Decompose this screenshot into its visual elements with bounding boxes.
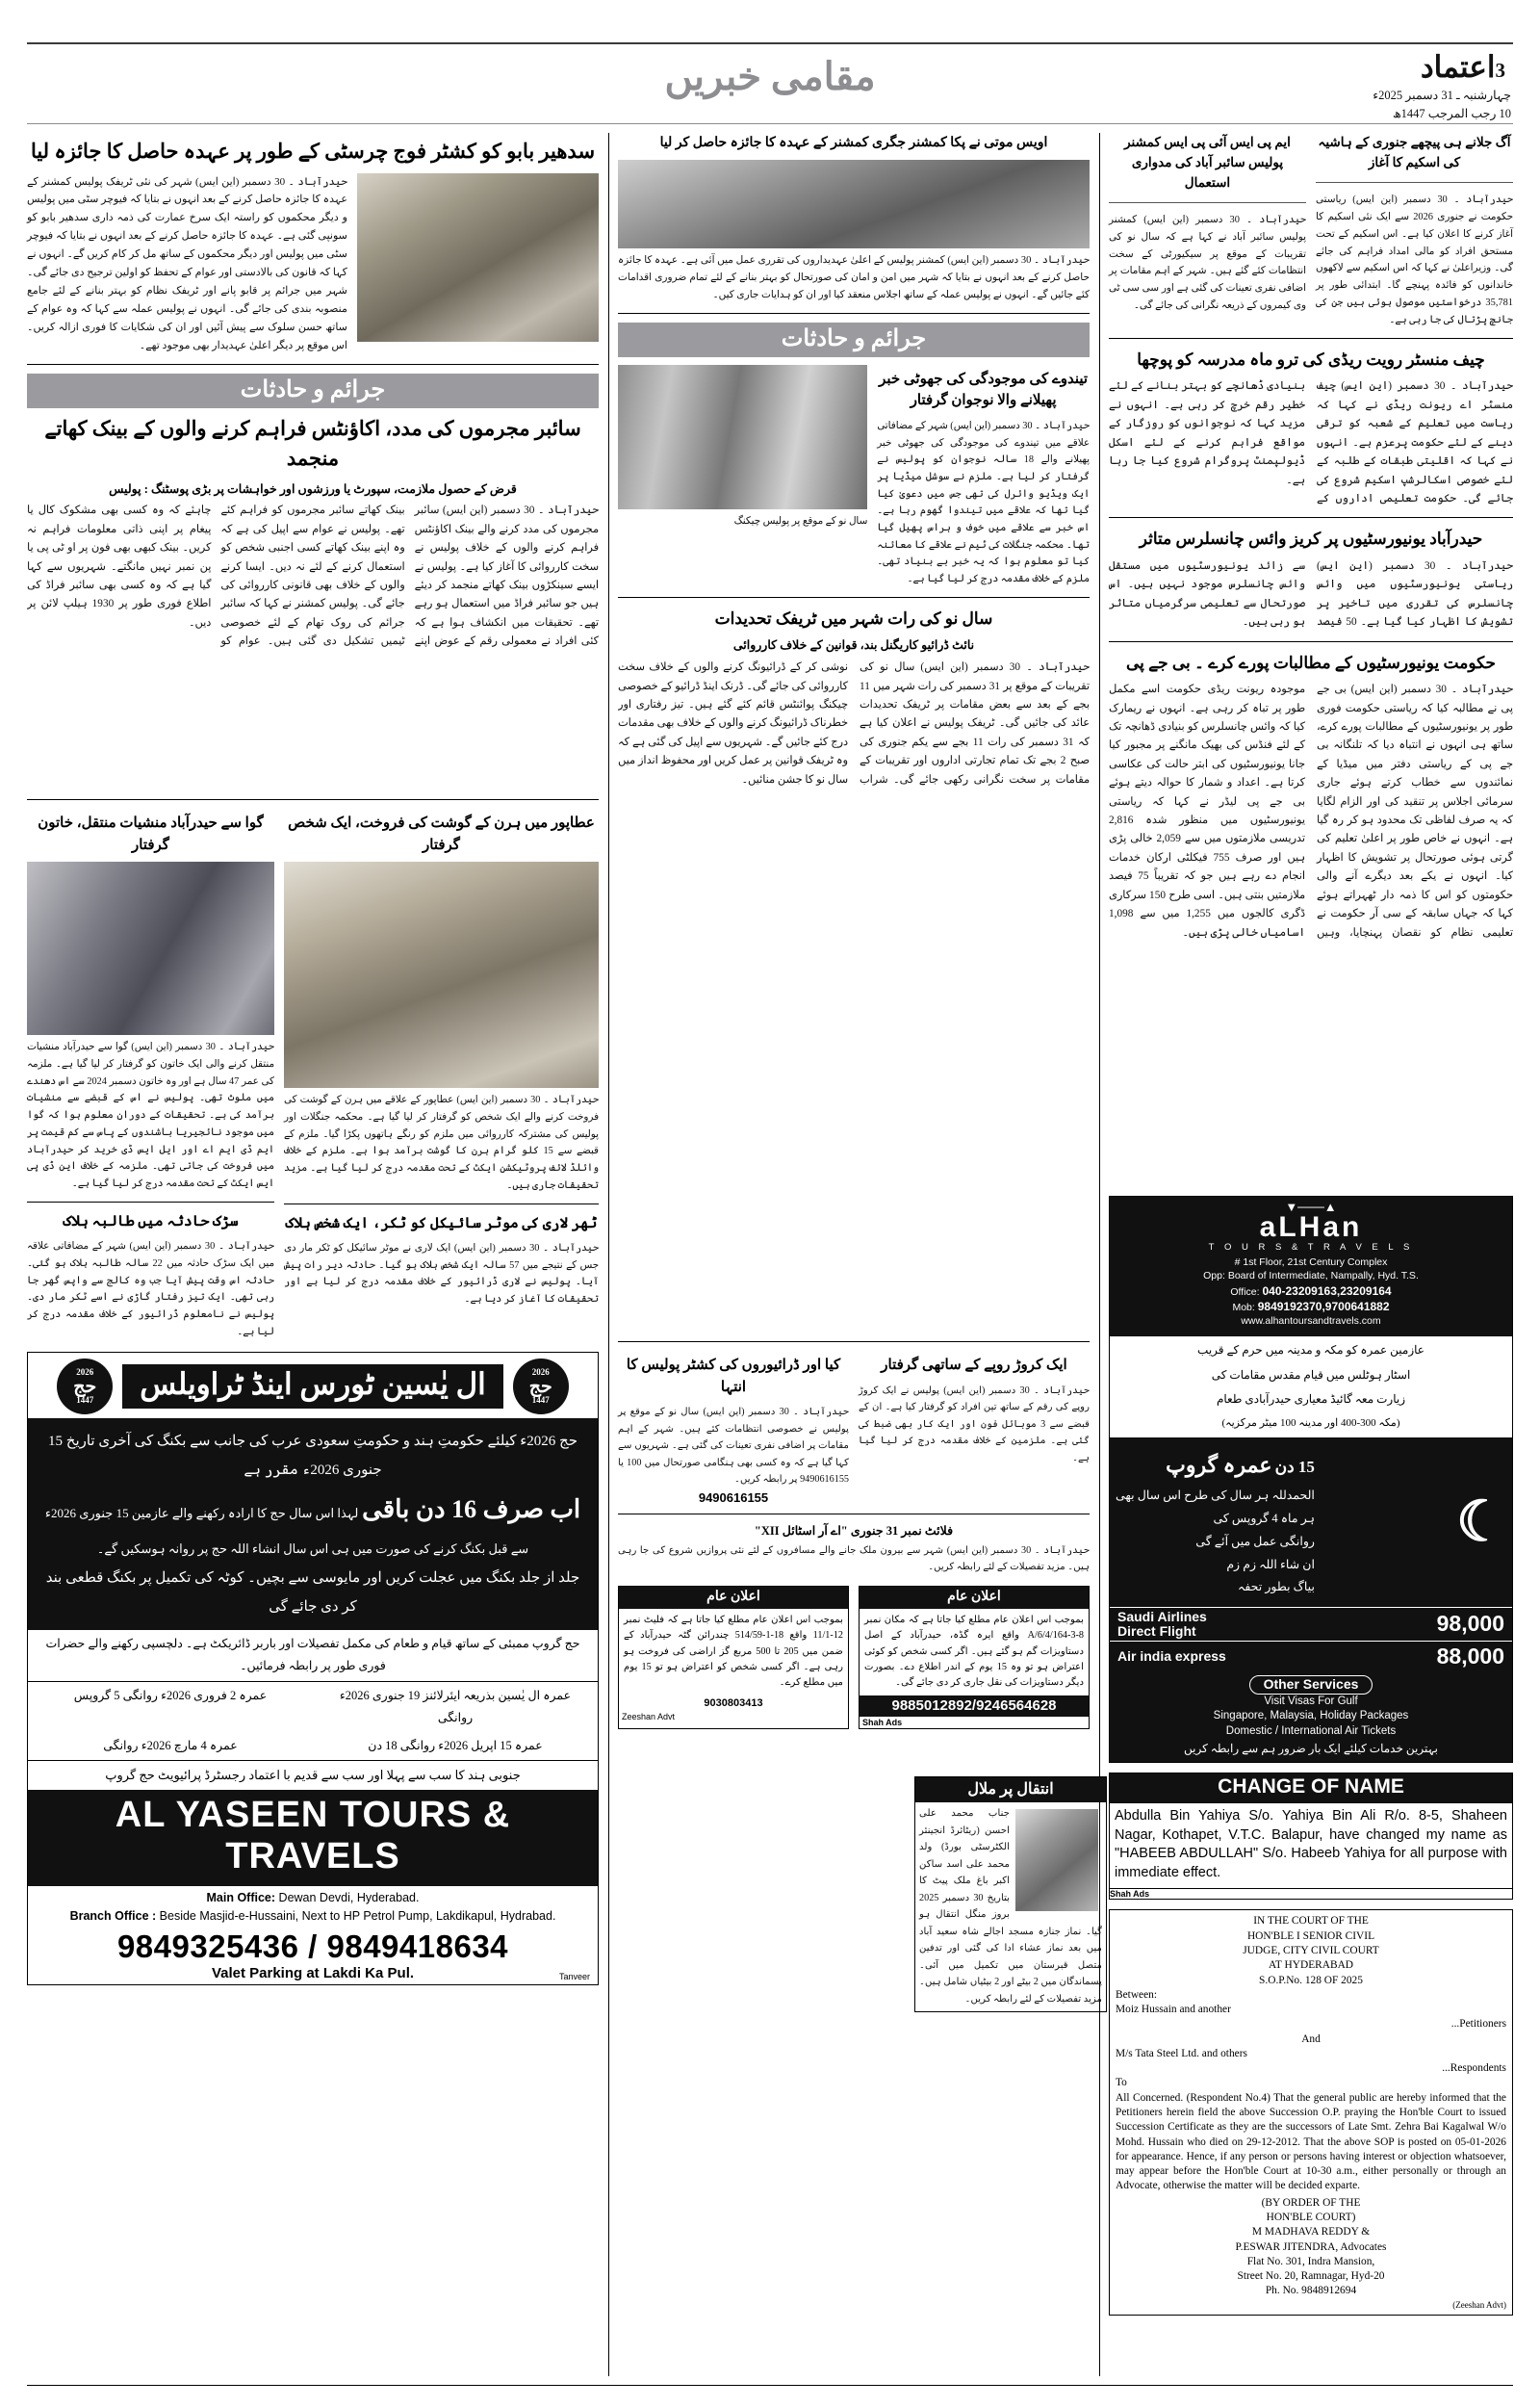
court-advocate-4: Street No. 20, Ramnagar, Hyd-20 — [1237, 2270, 1385, 2283]
al-yaseen-ad[interactable] — [27, 1352, 599, 1984]
al-yaseen-package-4: عمرہ 4 مارچ 2026ء روانگی — [103, 1738, 238, 1752]
umrah-line-1: الحمدللہ ہر سال کی طرح اس سال بھی — [1116, 1488, 1315, 1503]
alhan-umrah-block — [1110, 1437, 1512, 1608]
public-notice-right-title: اعلان عام — [619, 1587, 848, 1609]
meat-story-body: حیدرآباد ۔ 30 دسمبر (این ایس) عطاپور کے علاقے میں ہرن کے گوشت کی فروخت کرنے والے ایک شخص کو گرفتار کر لیا گیا ہے۔ محکمہ جنگلات اور پولیس کی مشترکہ کارروائی میں ملزم کو رنگے ہاتھوں پکڑا گیا۔ ملزم کے قبضے سے 15 کلو گرام ہرن کا گوشت برآمد ہوا ہے۔ ملزم کے خلاف وائلڈ لائف پروٹیکشن ایکٹ کے تحت مقدمہ درج کر لیا گیا ہے۔ مزید تحقیقات جاری ہیں۔ — [283, 1095, 600, 1191]
court-sop-number: S.O.P.No. 128 OF 2025 — [1259, 1974, 1363, 1986]
alhan-mobile-label: Mob: — [1232, 1301, 1255, 1313]
crime-section-banner-left: جرائم و حادثات — [27, 374, 599, 408]
other-services-2: Singapore, Malaysia, Holiday Packages — [1213, 1710, 1409, 1722]
court-credit: (Zeeshan Advt) — [1452, 2299, 1506, 2310]
al-yaseen-main-office-label: Main Office: — [206, 1891, 276, 1905]
column-divider-2 — [608, 133, 609, 2376]
public-notice-right-body: بموجب اس اعلان عام مطلع کیا جاتا ہے کہ فلیٹ نمبر 12-11/1 واقع 18-1-514/59 چندرائن گٹہ حیدرآباد کے ضمن میں 205 تا 500 مربع گز اراضی کی فروخت ہو رہی ہے۔ اگر کسی شخص کو اعتراض ہو تو 15 یوم میں مطلع کرے۔ — [624, 1614, 843, 1689]
al-yaseen-tagline-urdu: جنوبی ہند کا سب سے پہلا اور سب سے قدیم با اعتماد رجسٹرڈ پرائیویٹ حج گروپ — [28, 1760, 598, 1790]
cm-story-body: حیدرآباد ۔ 30 دسمبر (این ایس) چیف منسٹر اے ریونت ریڈی نے کہا کہ ریاست میں تعلیم کے شعبہ کو ترقی دینے کے لئے حکومت پرعزم ہے۔ انہوں نے کہا کہ اقلیتی طبقات کے طلبہ کے لئے خصوصی اسکالرشپ اسکیم شروع کی جائے گی۔ حکومت تعلیمی اداروں کے بنیادی ڈھانچے کو بہتر بنانے کے لئے خطیر رقم خرچ کر رہی ہے۔ انہوں نے مزید کہا کہ نوجوانوں کو روزگار کے مواقع فراہم کرنے کے لئے اسکل ڈیولپمنٹ پروگرام شروع کیا جا رہا ہے۔ — [1109, 380, 1513, 505]
other-services-title: Other Services — [1249, 1675, 1373, 1695]
al-yaseen-branch-office: Beside Masjid-e-Hussaini, Next to HP Petrol Pump, Lakdikapul, Hydrabad. — [159, 1908, 556, 1923]
flight-notice-body: حیدرآباد ۔ 30 دسمبر (این ایس) شہر سے بیرون ملک جانے والے مسافروں کے لئے نئی پروازیں شروع کی جا رہی ہیں۔ مزید تفصیلات کے لئے رابطہ کریں۔ — [618, 1544, 1090, 1573]
al-yaseen-main-office: Dewan Devdi, Hyderabad. — [278, 1891, 420, 1905]
court-advocate-phone: Ph. No. 9848912694 — [1265, 2285, 1357, 2297]
right-top1-body: حیدرآباد ۔ 30 دسمبر (این ایس) کمشنر پولیس سائبر آباد نے کہا ہے کہ سال نو کی تقریبات کے موقع پر سیکیورٹی کے سخت انتظامات کئے گئے ہیں۔ شہر کے اہم مقامات پر اضافی نفری تعینات کی گئی ہے اور سی سی ٹی وی کیمروں کے ذریعہ نگرانی کی جائے گی۔ — [1109, 214, 1306, 312]
price-row-saudi — [1110, 1607, 1512, 1640]
drugs-woman-body: حیدرآباد ۔ 30 دسمبر (این ایس) گوا سے حیدرآباد منشیات منتقل کرنے والی ایک خاتون کو گرفتار کر لیا گیا ہے۔ ملزمہ کی عمر 47 سال ہے اور وہ خاتون دسمبر 2024 سے اس دھندے میں ملوث تھی۔ پولیس نے اس کے قبضے سے منشیات برآمد کی ہے۔ تحقیقات کے دوران معلوم ہوا کہ گوا میں موجود نائجیریا باشندوں کے پاس سے کم قیمت پر ایم ڈی ایم اے اور ایل ایس ڈی خرید کر حیدرآباد میں فروخت کی جاتی تھی۔ ملزمہ کے خلاف این ڈی پی ایس ایکٹ کے تحت مقدمہ درج کر لیا گیا ہے۔ — [27, 1042, 274, 1189]
cyber-crime-headline: سائبر مجرموں کی مدد، اکاؤنٹس فراہم کرنے والوں کے بینک کھاتے منجمد — [44, 416, 581, 471]
hajj-seal-year-right: 2026 — [531, 1367, 550, 1378]
obituary-body: جناب محمد علی احسن (ریٹائرڈ انجینئر الکٹرسٹی بورڈ) ولد محمد علی اسد ساکن اکبر باغ ملک پیٹ کا بتاریخ 30 دسمبر 2025 بروز منگل انتقال ہو گیا۔ نماز جنازہ مسجد اجالے شاہ سعید آباد میں بعد نماز عشاء ادا کی گئی اور تدفین متصل قبرستان میں تکمیل میں آئی۔ پسماندگان میں 2 بیٹے اور 2 بیٹیاں شامل ہیں۔ مزید تفصیلات کے لئے رابطہ کریں۔ — [919, 1808, 1102, 2006]
newyear-traffic-subhead: نائٹ ڈرائیو کاریگنل بند، قوانین کے خلاف کارروائی — [732, 638, 975, 653]
price-label-saudi-1: Saudi Airlines — [1117, 1609, 1207, 1625]
al-yaseen-days-left: اب صرف 16 دن باقی — [362, 1495, 581, 1524]
alhan-mobile-phone: 9849192370,9700641882 — [1257, 1299, 1390, 1313]
court-line-4: AT HYDERABAD — [1268, 1959, 1354, 1972]
court-petitioner-name: Moiz Hussain and another — [1116, 2004, 1231, 2016]
drugs-woman-headline: گوا سے حیدرآباد منشیات منتقل، خاتون گرفتار — [38, 815, 264, 853]
small-ad1-body: حیدرآباد ۔ 30 دسمبر (این ایس) سال نو کے موقع پر پولیس نے خصوصی انتظامات کئے ہیں۔ شہر کے اہم مقامات پر اضافی نفری تعینات کی گئی ہے۔ شہریوں سے کہا گیا ہے کہ وہ کسی بھی ہنگامی صورتحال میں 100 یا 9490616155 پر رابطہ کریں۔ — [618, 1407, 849, 1486]
hajj-seal-left — [57, 1359, 113, 1414]
page-bottom-rule — [27, 2385, 1513, 2386]
column-divider-1 — [1099, 133, 1100, 2376]
alhan-urdu-4: (مکہ 300-400 اور مدینہ 100 میٹر مرکزیہ) — [1221, 1416, 1400, 1429]
court-petitioner-label: ...Petitioners — [1450, 2018, 1506, 2031]
al-yaseen-deadline-note: لہذا اس سال حج کا ارادہ رکھنے والے عازمین 15 جنوری 2026ء سے قبل بکنگ کرنے کی صورت میں ہی اس سال انشاء اللہ حج پر روانہ ہوسکیں گے۔ — [44, 1506, 529, 1557]
right-column — [1109, 133, 1513, 2316]
page-number: 3 — [1495, 59, 1505, 82]
public-notice-left-body: بموجب اس اعلان عام مطلع کیا جاتا ہے کہ مکان نمبر 8-3-164/A/6/4 واقع ایرہ گڈہ، حیدرآباد کے اصل دستاویزات گم ہو گئے ہیں۔ اگر کسی شخص کو کوئی اعتراض ہو تو وہ 15 یوم کے اندر اطلاع دے۔ بصورت دیگر دستاویزات کی نقل جاری کر دی جائے گی۔ — [864, 1614, 1084, 1689]
al-yaseen-package-1: عمرہ ال یٰسین بذریعہ ایئرلائنز 19 جنوری 2026ء روانگی — [339, 1688, 572, 1724]
court-notice-ad[interactable] — [1109, 1909, 1513, 2315]
change-of-name-ad[interactable] — [1109, 1773, 1513, 1900]
public-notice-left-phone[interactable]: 9885012892/9246564628 — [860, 1695, 1089, 1717]
right-top1-headline: ایم پی ایس آئی پی ایس کمشنر پولیس سائبر آباد کی مدواری استعمال — [1124, 135, 1291, 190]
brand-name: اعتماد — [1420, 50, 1496, 84]
alhan-address-1: # 1st Floor, 21st Century Complex — [1234, 1256, 1388, 1269]
court-advocate-3: Flat No. 301, Indra Mansion, — [1246, 2255, 1375, 2267]
court-order-2: HON'BLE COURT) — [1266, 2212, 1356, 2224]
price-value-saudi: 98,000 — [1436, 1611, 1504, 1637]
court-respondent-label: ...Respondents — [1442, 2062, 1506, 2075]
umrah-line-3: روانگی عمل میں آئے گی — [1195, 1534, 1315, 1548]
photo-street-check-note: سال نو کے موقع پر پولیس چیکنگ — [733, 515, 868, 527]
bike-story-headline: ٹھر لاری کی موٹر سائیکل کو ٹکر، ایک شخص ہلاک — [285, 1215, 598, 1231]
other-services-1: Visit Visas For Gulf — [1264, 1695, 1358, 1707]
crime-section-banner: جرائم و حادثات — [618, 323, 1090, 357]
left-column — [27, 133, 599, 1985]
umrah-line-2: ہر ماہ 4 گروپس کی — [1213, 1512, 1315, 1526]
photo-arrested-woman — [27, 862, 274, 1035]
masthead — [27, 42, 1513, 125]
other-services-block — [1110, 1671, 1512, 1763]
court-advocate-1: M MADHAVA REDDY & — [1251, 2226, 1371, 2239]
change-of-name-title: CHANGE OF NAME — [1110, 1773, 1512, 1803]
hajj-seal-hijri-right: 1447 — [531, 1394, 550, 1405]
al-yaseen-header — [28, 1353, 598, 1418]
court-and: And — [1301, 2032, 1321, 2045]
public-notice-right-credit: Zeeshan Advt — [622, 1711, 676, 1721]
obituary-photo — [1015, 1809, 1098, 1911]
photo-street-check — [618, 365, 867, 509]
al-yaseen-package-3: عمرہ 15 اپریل 2026ء روانگی 18 دن — [368, 1738, 543, 1752]
public-notice-left-credit: Shah Ads — [862, 1717, 903, 1727]
flight-notice-headline: فلائٹ نمبر 31 جنوری "اے آر اسٹائل XII" — [754, 1523, 954, 1538]
public-notice-left[interactable] — [859, 1586, 1090, 1729]
middle-top-body: حیدرآباد ۔ 30 دسمبر (این ایس) کمشنر پولیس کے اعلیٰ عہدیداروں کی تقرری عمل میں آئی ہے۔ عہدہ کا جائزہ حاصل کرنے کے بعد انہوں نے بتایا کہ شہر میں امن و امان کی صورتحال کو بہتر بنانے کے لئے تمام ضروری اقدامات کئے جائیں گے۔ انہوں نے پولیس عملہ کے ساتھ اجلاس منعقد کیا اور ان کو ہدایات جاری کیں۔ — [618, 254, 1090, 300]
small-ad2-body: حیدرآباد ۔ 30 دسمبر (این ایس) پولیس نے ایک کروڑ روپے کی رقم کے ساتھ تین افراد کو گرفتار کیا ہے۔ ان کے قبضے سے 3 موبائل فون اور ایک کار بھی ضبط کی گئی ہے۔ ملزمین کے خلاف مقدمہ درج کر لیا گیا ہے۔ — [859, 1385, 1090, 1463]
obituary-title: انتقال پر ملال — [915, 1777, 1106, 1802]
price-row-airindia — [1110, 1641, 1512, 1671]
public-notice-right[interactable] — [618, 1586, 849, 1729]
hajj-seal-label-right: حج — [528, 1376, 552, 1397]
al-yaseen-brand-english: AL YASEEN TOURS & TRAVELS — [28, 1790, 598, 1886]
alhan-logo: aLHan — [1259, 1211, 1363, 1244]
hajj-seal-right — [513, 1359, 569, 1414]
price-label-airindia: Air india express — [1117, 1647, 1226, 1664]
price-label-saudi-2: Direct Flight — [1117, 1622, 1196, 1639]
price-value-airindia: 88,000 — [1436, 1643, 1504, 1669]
al-yaseen-main-office-row — [28, 1886, 598, 1907]
leopard-body: حیدرآباد ۔ 30 دسمبر (این ایس) شہر کے مضافاتی علاقے میں تیندوے کی موجودگی کی جھوٹی خبر پھیلانے والے 18 سالہ نوجوان کو پولیس نے گرفتار کر لیا ہے۔ ملزم نے سوشل میڈیا پر ایک ویڈیو وائرل کی تھی جس میں دعویٰ کیا گیا تھا کہ علاقے میں تیندوا گھوم رہا ہے۔ اس خبر سے علاقے میں خوف و ہراس پھیل گیا تھا۔ محکمہ جنگلات کی ٹیم نے علاقے کا معائنہ کیا تو معلوم ہوا کہ یہ خبر بے بنیاد تھی۔ ملزم کے خلاف مقدمہ درج کر لیا گیا ہے۔ — [877, 420, 1090, 585]
university-story-headline: حیدرآباد یونیورسٹیوں پر کریز وائس چانسلرس متاثر — [1139, 530, 1483, 549]
umrah-line-5: بیاگ بطور تحفہ — [1238, 1580, 1315, 1594]
photo-seized-meat — [284, 862, 599, 1088]
alhan-website[interactable]: www.alhantoursandtravels.com — [1241, 1314, 1381, 1327]
right-top2-body: حیدرآباد ۔ 30 دسمبر (این ایس) ریاستی حکومت نے جنوری 2026 سے ایک نئی اسکیم کا آغاز کرنے کا اعلان کیا ہے۔ اس اسکیم کے تحت مستحق افراد کو مالی امداد فراہم کی جائے گی۔ وزیراعلیٰ نے کہا کہ اس اسکیم سے لاکھوں خاندانوں کو فائدہ پہنچے گا۔ ابتدائی طور پر 35,781 درخواستیں موصول ہوئی ہیں جن کی جانچ پڑتال کی جا رہی ہے۔ — [1316, 194, 1513, 326]
alhan-urdu-2: اسٹار ہوٹلس میں قیام مقدس مقامات کی — [1211, 1367, 1411, 1382]
umrah-line-4: ان شاء اللہ زم زم — [1226, 1557, 1315, 1571]
alhan-ad-header: ▲───▼ aLHan T O U R S & T R A V E L S # 1st Floor, 21st Century Complex Opp: Board of Intermediate, Nampally, Hyd. T.S. Office: 040-23209163,23209164 Mob: 9849192370,9700641882 www.alhantoursandtravels.com — [1110, 1197, 1512, 1335]
small-ad1-phone[interactable]: 9490616155 — [698, 1489, 769, 1505]
change-of-name-credit: Shah Ads — [1110, 1888, 1512, 1899]
al-yaseen-urgency-line: جلد از جلد بکنگ میں عجلت کریں اور مایوسی سے بچیں۔ کوٹہ کی تکمیل پر بکنگ قطعی بند کر دی جائے گی — [45, 1570, 580, 1616]
alhan-office-label: Office: — [1230, 1285, 1260, 1298]
photo-traffic-commissioner — [357, 173, 599, 342]
court-to-label: To — [1116, 2077, 1127, 2089]
small-ad1-headline: کیا اور ڈرائیوروں کی کشٹر پولیس کا انتہا — [626, 1358, 841, 1395]
photo-commissioner-office — [618, 160, 1090, 248]
lead-body: حیدرآباد ۔ 30 دسمبر (این ایس) شہر کی نئی ٹریفک پولیس کمشنر کے عہدہ کا جائزہ حاصل کرنے کے بعد انہوں نے بتایا کہ فیوچر سٹی میں پولیس و دیگر محکموں کو راستہ ایک سرخ عمارت کی ذمہ داری سدھیر بابو کو سونپی گئی ہے۔ عہدہ کا جائزہ حاصل کرنے کے بعد انہوں نے بتایا کہ فیوچر سٹی میں پولیس اور دیگر محکموں کے ساتھ مل کر کام کریں گے۔ انہوں نے کہا کہ قانون کی بالادستی اور عوام کے تحفظ کو اولین ترجیح دی جائے گی۔ شہر میں جرائم پر قابو پانے اور ٹریفک نظام کو بہتر بنانے کے لئے جامع منصوبہ بندی کی جائے گی۔ انہوں نے پولیس عملہ سے کہا کہ وہ عوام کے ساتھ حسن سلوک سے پیش آئیں اور ان کی شکایات کا فوری ازالہ کریں۔ اس موقع پر دیگر اعلیٰ عہدیدار بھی موجود تھے۔ — [27, 175, 347, 351]
al-yaseen-package-2: عمرہ 2 فروری 2026ء روانگی 5 گروپس — [73, 1688, 268, 1702]
court-respondent-name: M/s Tata Steel Ltd. and others — [1116, 2047, 1247, 2059]
al-yaseen-phones[interactable]: 9849325436 / 9849418634 — [116, 1928, 509, 1964]
small-ad2-headline: ایک کروڑ روپے کے ساتھی گرفتار — [881, 1358, 1067, 1374]
al-yaseen-valet-line: Valet Parking at Lakdi Ka Pul. Tanveer — [211, 1964, 590, 1981]
court-notice-body — [1110, 1910, 1512, 2314]
other-services-3: Domestic / International Air Tickets — [1225, 1724, 1397, 1737]
umrah-title: عمرہ گروپ — [1166, 1452, 1272, 1477]
change-of-name-body: Abdulla Bin Yahiya S/o. Yahiya Bin Ali R/o. 8-5, Shaheen Nagar, Kothapet, V.T.C. Balapur, have changed my name as "HABEEB ABDULLAH" S/o. Habeeb Yahiya for all purpose with immediate effect. — [1115, 1808, 1507, 1880]
alhan-tagline: T O U R S & T R A V E L S — [1208, 1242, 1414, 1254]
alhan-urdu-3: زیارت معہ گائیڈ معیاری حیدرآبادی طعام — [1216, 1392, 1406, 1407]
right-top2-headline: آگ جلانے ہی پیچھے جنوری کے ہاشیہ کی اسکیم کا آغاز — [1318, 135, 1511, 169]
court-notice-text: All Concerned. (Respondent No.4) That the general public are hereby informed that the Petitioners herein field the above Succession O.P. praying the Hon'ble Court to issued Succession Certificate as they are the successors of Late Smt. Zehra Bai Kagalwal W/o Mohd. Hussain who died on 29-12-2012. That the above SOP is posted on 05-01-2026 for appearance. Hence, if any person or persons having interest or objection whatsoever, may appear before the Hon'ble Court at 10-30 a.m., either personally or through an Advocate, otherwise the matter will be decided exparte. — [1116, 2091, 1506, 2192]
alhan-address-2: Opp: Board of Intermediate, Nampally, Hyd. T.S. — [1203, 1270, 1419, 1282]
section-title: مقامی خبریں — [664, 55, 876, 98]
al-yaseen-credit: Tanveer — [558, 1971, 590, 1981]
meat-story-headline: عطاپور میں ہرن کے گوشت کی فروخت، ایک شخص گرفتار — [288, 815, 595, 853]
bjp-story-body: حیدرآباد ۔ 30 دسمبر (این ایس) بی جے پی نے مطالبہ کیا کہ ریاستی حکومت فوری طور پر یونیورسٹیوں کے مطالبات پورے کرے، ساتھ ہی انہوں نے انتباہ دیا کہ تلنگانہ بی جے پی کے ریاستی دفتر میں میڈیا کے نمائندوں سے خطاب کرتے ہوئے جاری سرمائی اجلاس پر تنقید کی اور الزام لگایا کہ یہ صرف لفاظی تک محدود ہو کر رہ گیا ہے۔ انہوں نے خاص طور پر اعلیٰ تعلیم کی گرتی ہوئی صورتحال پر تشویش کا اظہار کیا۔ انہوں نے یکے بعد دیگرے آنے والی حکومتوں کو اس کا ذمہ دار ٹھہراتے ہوئے کہا کہ جہاں سابقہ کے سی آر حکومت نے تعلیمی نظام کو نقصان پہنچایا، وہیں موجودہ ریونت ریڈی حکومت اسے مکمل طور پر تباہ کر رہی ہے۔ انہوں نے ریمارک کیا کہ وائس چانسلرس کو بنیادی ڈھانچہ تک کے لئے فنڈس کی بھیک مانگنے پر مجبور کیا جانا یونیورسٹیوں کی ابتر حالت کی عکاسی کرتا ہے۔ اعداد و شمار کا حوالہ دیتے ہوئے بی جے پی لیڈر نے کہا کہ ریاستی یونیورسٹیوں میں منظور شدہ 2,816 تدریسی ملازمتوں میں سے 2,059 خالی پڑی ہیں اور صرف 755 فیکلٹی ارکان خدمات انجام دے رہے ہیں جو کہ تقریباً 75 فیصد ملازمتیں بنتی ہیں۔ اسی طرح 150 سرکاری ڈگری کالجوں میں 1,255 میں سے 1,098 اسامیاں خالی پڑی ہیں۔ — [1109, 684, 1513, 939]
public-notice-left-title: اعلان عام — [860, 1587, 1089, 1609]
cm-story-headline: چیف منسٹر رویت ریڈی کی ترو ماہ مدرسہ کو پوچھا — [1137, 349, 1485, 369]
column-grid — [27, 133, 1513, 2376]
court-order-1: (BY ORDER OF THE — [1261, 2196, 1361, 2209]
al-yaseen-branch-office-row — [28, 1907, 598, 1928]
court-line-3: JUDGE, CITY CIVIL COURT — [1243, 1944, 1379, 1956]
cyber-crime-subhead: قرض کے حصول ملازمت، سپورٹ یا ورزشوں اور خواہشات پر بڑی پوسٹنگ : پولیس — [109, 481, 517, 496]
masthead-rule-bottom — [27, 123, 1513, 124]
umrah-badge: 15 دن — [1274, 1457, 1315, 1476]
middle-column — [618, 133, 1090, 1729]
bike-story-body: حیدرآباد ۔ 30 دسمبر (این ایس) ایک لاری نے موٹر سائیکل کو ٹکر مار دی جس کے نتیجے میں 57 سالہ ایک شخص ہلاک ہو گیا۔ حادثہ دیر رات پیش آیا۔ پولیس نے لاری ڈرائیور کے خلاف مقدمہ درج کر لیا ہے اور تحقیقات کا آغاز کر دیا ہے۔ — [283, 1243, 600, 1306]
middle-top-headline: اویس موتی نے پکا کمشنر جگری کمشنر کے عہدہ کا جائزہ حاصل کر لیا — [659, 136, 1048, 150]
al-yaseen-brand-urdu: ال یٰسین ٹورس اینڈ ٹراویلس — [122, 1364, 502, 1409]
newyear-traffic-body: حیدرآباد ۔ 30 دسمبر (این ایس) سال نو کی تقریبات کے موقع پر 31 دسمبر کی رات شہر میں 11 بجے کے بعد سے بعض مقامات پر ٹریفک تحدیدات عائد کی جائیں گی۔ ٹریفک پولیس نے اعلان کیا ہے کہ 31 دسمبر کی رات 11 بجے سے یکم جنوری کی صبح 2 بجے تک تمام تجارتی اداروں اور تقریبات کے مقامات پر سخت نگرانی رکھی جائے گی۔ شراب نوشی کر کے ڈرائیونگ کرنے والوں کے خلاف سخت کارروائی کی جائے گی۔ ڈرنک اینڈ ڈرائیو کے خصوصی چیکنگ پوائنٹس قائم کئے گئے ہیں۔ تیز رفتاری اور خطرناک ڈرائیونگ کرنے والوں کے خلاف بھی مقدمات درج کئے جائیں گے۔ شہریوں سے اپیل کی گئی ہے کہ وہ ٹریفک قوانین پر عمل کریں اور محفوظ انداز میں سال نو کا جشن منائیں۔ — [618, 661, 1090, 786]
cyber-crime-body: حیدرآباد ۔ 30 دسمبر (این ایس) سائبر مجرموں کی مدد کرنے والے بینک اکاؤنٹس فراہم کرنے والوں کے خلاف پولیس نے سخت کارروائی کا آغاز کیا ہے۔ پولیس نے ایسے سینکڑوں بینک کھاتے منجمد کر دیئے ہیں جو سائبر فراڈ میں استعمال ہو رہے تھے۔ تحقیقات میں انکشاف ہوا ہے کہ کئی افراد نے معمولی رقم کے عوض اپنے بینک کھاتے سائبر مجرموں کو فراہم کئے تھے۔ پولیس نے عوام سے اپیل کی ہے کہ وہ اپنے بینک کھاتے کسی اجنبی شخص کو استعمال کرنے کے لئے نہ دیں۔ ایسا کرنے والوں کے خلاف بھی قانونی کارروائی کی جائے گی۔ پولیس کمشنر نے کہا کہ سائبر جرائم کی روک تھام کے لئے خصوصی ٹیمیں تشکیل دی گئی ہیں۔ عوام کو چاہئے کہ وہ کسی بھی مشکوک کال یا پیغام پر اپنی ذاتی معلومات فراہم نہ کریں۔ بینک کبھی بھی فون پر او ٹی پی یا پن نمبر نہیں مانگتے۔ شہریوں سے کہا گیا ہے کہ وہ کسی بھی سائبر فراڈ کی اطلاع فوری طور پر 1930 ہیلپ لائن پر دیں۔ — [27, 505, 599, 648]
crescent-icon: ☾ — [1456, 1489, 1506, 1553]
alhan-ad[interactable] — [1109, 1196, 1513, 1763]
court-advocate-2: P.ESWAR JITENDRA, Advocates — [1235, 2240, 1387, 2253]
hajj-seal-label-left: حج — [73, 1376, 97, 1397]
court-between-label: Between: — [1116, 1988, 1158, 2001]
lead-headline: سدھیر بابو کو کشٹر فوج چرسٹی کے طور پر عہدہ حاصل کا جائزہ لیا — [30, 140, 596, 163]
road-accident-body: حیدرآباد ۔ 30 دسمبر (این ایس) شہر کے مضافاتی علاقہ میں ایک سڑک حادثہ میں 22 سالہ طالبہ ہلاک ہو گئی۔ حادثہ اس وقت پیش آیا جب وہ کالج سے واپس گھر جا رہی تھی۔ ایک تیز رفتار گاڑی نے اسے ٹکر مار دی۔ پولیس نے نامعلوم ڈرائیور کے خلاف مقدمہ درج کر لیا ہے۔ — [27, 1241, 274, 1337]
leopard-headline: تیندوے کی موجودگی کی جھوٹی خبر پھیلانے والا نوجوان گرفتار — [879, 371, 1089, 409]
al-yaseen-info-line: حج گروپ ممبئی کے ساتھ قیام و طعام کی مکمل تفصیلات اور باربر ڈائریکٹ ہے۔ دلچسپی رکھنے والے حضرات فوری طور پر رابطہ فرمائیں۔ — [45, 1637, 580, 1673]
public-notice-right-phone[interactable]: 9030803413 — [704, 1696, 763, 1709]
al-yaseen-black-block — [28, 1418, 598, 1630]
masthead-rule-top — [27, 42, 1513, 44]
university-story-body: حیدرآباد ۔ 30 دسمبر (این ایس) ریاستی یونیورسٹیوں میں وائس چانسلرس کی تقرری میں تاخیر پر تشویش کا اظہار کیا گیا ہے۔ 50 فیصد سے زائد یونیورسٹیوں میں مستقل وائس چانسلرس موجود نہیں ہیں۔ اس صورتحال سے تعلیمی سرگرمیاں متاثر ہو رہی ہیں۔ — [1109, 559, 1513, 629]
alhan-urdu-1: عازمین عمرہ کو مکہ و مدینہ میں حرم کے قریب — [1197, 1343, 1424, 1358]
hijri-date: 10 رجب المرجب 1447ھ — [1392, 106, 1511, 120]
hajj-seal-year-left: 2026 — [76, 1367, 94, 1378]
bjp-story-headline: حکومت یونیورسٹیوں کے مطالبات پورے کرے ۔ بی جے پی — [1126, 653, 1496, 672]
hajj-seal-hijri-left: 1447 — [76, 1394, 94, 1405]
newyear-traffic-headline: سال نو کی رات شہر میں ٹریفک تحدیدات — [714, 608, 993, 628]
al-yaseen-deadline-line: حج 2026ء کیلئے حکومتِ ہند و حکومتِ سعودی عرب کی جانب سے بکنگ کی آخری تاریخ 15 جنوری 2026ء مقرر ہے — [48, 1434, 578, 1479]
alhan-footer-urdu: بہترین خدمات کیلئے ایک بار ضرور ہم سے رابطہ کریں — [1183, 1742, 1438, 1756]
alhan-office-phone: 040-23209163,23209164 — [1262, 1283, 1392, 1298]
court-line-2: HON'BLE I SENIOR CIVIL — [1246, 1929, 1375, 1942]
obituary-ad[interactable] — [914, 1776, 1107, 2012]
court-line-1: IN THE COURT OF THE — [1253, 1915, 1369, 1928]
gregorian-date: چہارشنبہ ـ 31 دسمبر 2025ء — [1373, 89, 1511, 102]
al-yaseen-branch-office-label: Branch Office : — [69, 1908, 157, 1923]
road-accident-headline: سڑک حادثہ میں طالبہ ہلاک — [63, 1213, 239, 1229]
